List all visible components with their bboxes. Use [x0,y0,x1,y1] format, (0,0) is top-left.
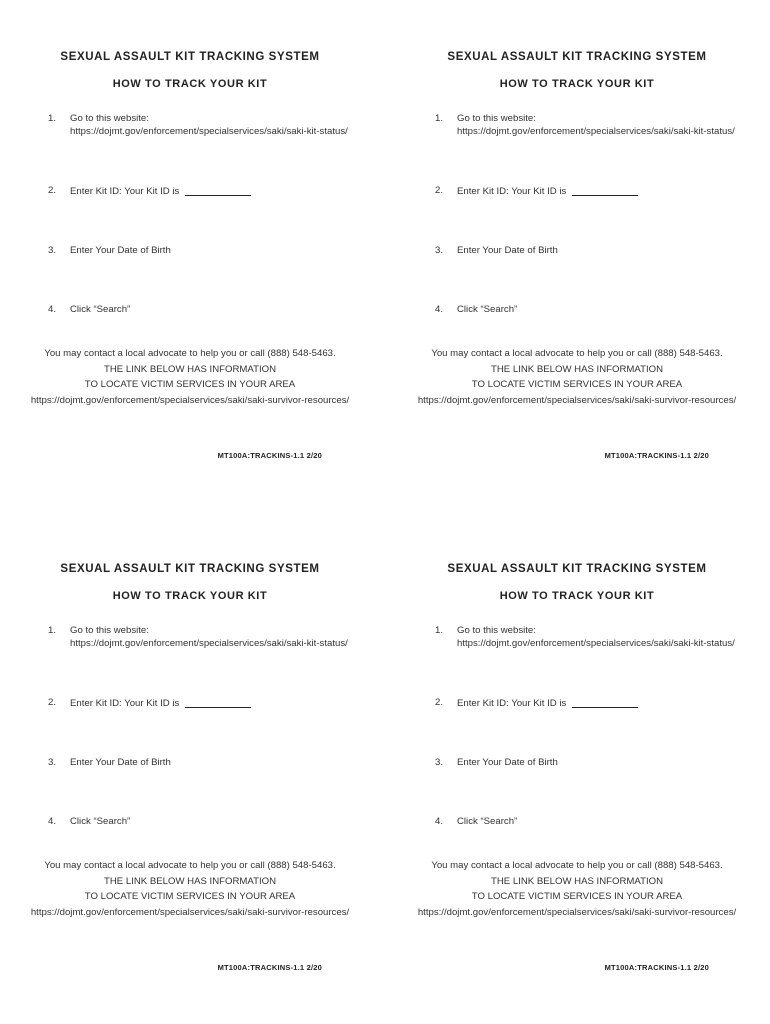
step-number: 3. [435,757,444,768]
form-code: MT100A:TRACKINS-1.1 2/20 [217,451,322,460]
step-text: Go to this website: [70,113,149,124]
advocate-line: THE LINK BELOW HAS INFORMATION [104,875,276,887]
step-text: Enter Kit ID: Your Kit ID is [457,698,567,709]
tracking-card-bottom-right [397,560,757,990]
kit-id-blank-line [572,185,638,196]
survivor-resources-link[interactable]: https://dojmt.gov/enforcement/specialservices/saki/saki-survivor-resources/ [417,906,737,918]
step-text: Enter Kit ID: Your Kit ID is [70,186,180,197]
step-number: 1. [48,113,57,124]
tracking-card-top-left [10,48,370,478]
step-text: Enter Your Date of Birth [457,757,558,768]
kit-status-link[interactable]: https://dojmt.gov/enforcement/specialservices/saki/saki-kit-status/ [457,638,735,649]
step-number: 2. [435,185,444,196]
kit-status-link[interactable]: https://dojmt.gov/enforcement/specialservices/saki/saki-kit-status/ [457,126,735,137]
step-text: Enter Your Date of Birth [70,757,171,768]
kit-id-blank-line [185,697,251,708]
step-text: Click “Search” [457,304,518,315]
step-text: Click “Search” [457,816,518,827]
advocate-line: TO LOCATE VICTIM SERVICES IN YOUR AREA [471,891,683,902]
advocate-info [397,346,757,408]
card-title: SEXUAL ASSAULT KIT TRACKING SYSTEM [60,51,320,63]
kit-status-link[interactable]: https://dojmt.gov/enforcement/specialservices/saki/saki-kit-status/ [70,638,348,649]
step-number: 4. [435,304,444,315]
step-number: 4. [48,816,57,827]
advocate-line: THE LINK BELOW HAS INFORMATION [491,363,663,375]
survivor-resources-link[interactable]: https://dojmt.gov/enforcement/specialservices/saki/saki-survivor-resources/ [417,394,737,406]
card-subtitle: HOW TO TRACK YOUR KIT [499,78,655,90]
step-number: 2. [48,697,57,708]
advocate-info [397,858,757,920]
step-number: 1. [435,625,444,636]
card-subtitle: HOW TO TRACK YOUR KIT [499,590,655,602]
kit-id-blank-line [185,185,251,196]
advocate-line: THE LINK BELOW HAS INFORMATION [104,363,276,375]
advocate-line: You may contact a local advocate to help you or call (888) 548-5463. [431,860,723,871]
tracking-card-bottom-left [10,560,370,990]
step-text: Go to this website: [457,113,536,124]
card-subtitle: HOW TO TRACK YOUR KIT [112,590,268,602]
advocate-line: TO LOCATE VICTIM SERVICES IN YOUR AREA [471,379,683,390]
advocate-line: TO LOCATE VICTIM SERVICES IN YOUR AREA [84,891,296,902]
survivor-resources-link[interactable]: https://dojmt.gov/enforcement/specialservices/saki/saki-survivor-resources/ [30,906,350,918]
step-text: Click “Search” [70,304,131,315]
card-title: SEXUAL ASSAULT KIT TRACKING SYSTEM [447,563,707,575]
advocate-line: THE LINK BELOW HAS INFORMATION [491,875,663,887]
form-code: MT100A:TRACKINS-1.1 2/20 [604,451,709,460]
step-text: Enter Your Date of Birth [70,245,171,256]
card-title: SEXUAL ASSAULT KIT TRACKING SYSTEM [60,563,320,575]
step-number: 3. [48,245,57,256]
advocate-line: You may contact a local advocate to help you or call (888) 548-5463. [431,348,723,359]
advocate-line: You may contact a local advocate to help you or call (888) 548-5463. [44,860,336,871]
card-subtitle: HOW TO TRACK YOUR KIT [112,78,268,90]
step-number: 4. [435,816,444,827]
advocate-info [10,346,370,408]
step-text: Enter Your Date of Birth [457,245,558,256]
step-number: 1. [435,113,444,124]
step-text: Enter Kit ID: Your Kit ID is [457,186,567,197]
kit-id-blank-line [572,697,638,708]
step-number: 1. [48,625,57,636]
step-number: 3. [48,757,57,768]
step-number: 2. [48,185,57,196]
tracking-card-top-right [397,48,757,478]
step-number: 3. [435,245,444,256]
step-text: Enter Kit ID: Your Kit ID is [70,698,180,709]
step-text: Go to this website: [70,625,149,636]
step-text: Click “Search” [70,816,131,827]
survivor-resources-link[interactable]: https://dojmt.gov/enforcement/specialservices/saki/saki-survivor-resources/ [30,394,350,406]
form-code: MT100A:TRACKINS-1.1 2/20 [604,963,709,972]
advocate-line: You may contact a local advocate to help you or call (888) 548-5463. [44,348,336,359]
step-number: 4. [48,304,57,315]
advocate-line: TO LOCATE VICTIM SERVICES IN YOUR AREA [84,379,296,390]
kit-status-link[interactable]: https://dojmt.gov/enforcement/specialservices/saki/saki-kit-status/ [70,126,348,137]
form-code: MT100A:TRACKINS-1.1 2/20 [217,963,322,972]
advocate-info [10,858,370,920]
step-number: 2. [435,697,444,708]
step-text: Go to this website: [457,625,536,636]
card-title: SEXUAL ASSAULT KIT TRACKING SYSTEM [447,51,707,63]
